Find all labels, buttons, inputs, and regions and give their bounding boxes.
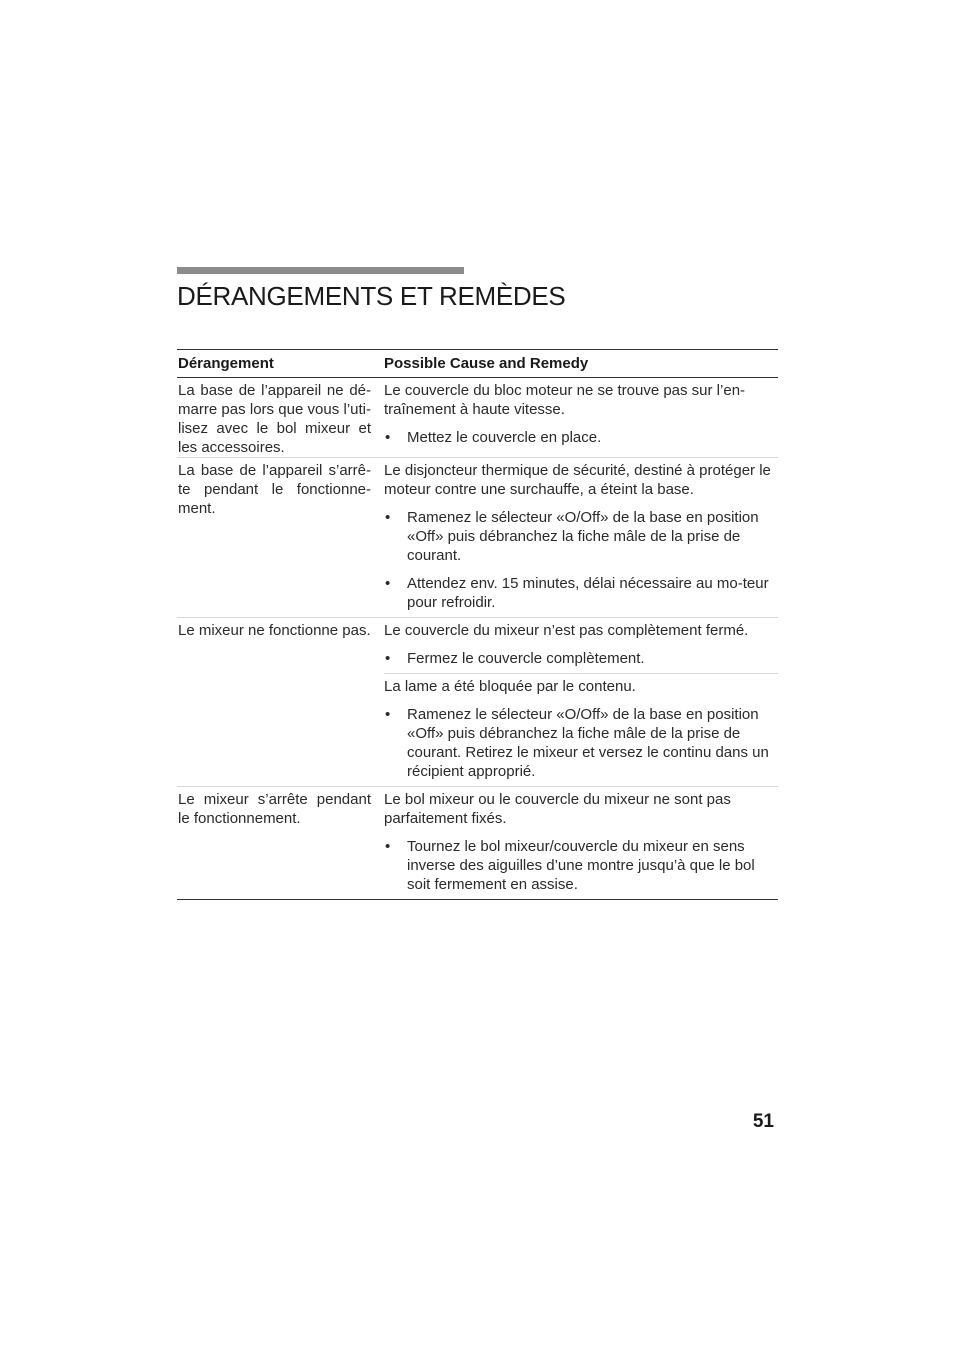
cause-list bbox=[384, 458, 778, 617]
table-row bbox=[177, 618, 778, 787]
table-row bbox=[177, 787, 778, 899]
cause-list bbox=[384, 378, 778, 457]
remedy-item bbox=[384, 508, 778, 565]
fault-description: Le mixeur s’arrête pendant le fonctionnement. bbox=[178, 791, 371, 827]
remedy-item bbox=[384, 837, 778, 894]
cause-list bbox=[384, 618, 778, 786]
fault-description: Le mixeur ne fonctionne pas. bbox=[178, 622, 371, 639]
header-fault: Dérangement bbox=[178, 355, 274, 372]
cause-block bbox=[384, 618, 778, 674]
remedy-text: Fermez le couvercle complètement. bbox=[407, 650, 645, 667]
bullet-icon: • bbox=[385, 838, 391, 855]
fault-description: La base de l’appareil ne dé-marre pas lors que vous l’uti-lisez avec le bol mixeur et les accessoires. bbox=[178, 382, 371, 456]
bullet-icon: • bbox=[385, 650, 391, 667]
remedy-text: Ramenez le sélecteur «O/Off» de la base en position «Off» puis débranchez la fiche mâle de la prise de courant. bbox=[407, 509, 759, 564]
page-number: 51 bbox=[752, 1111, 774, 1132]
table-row bbox=[177, 378, 778, 458]
fault-description: La base de l’appareil s’arrê-te pendant le fonctionne-ment. bbox=[178, 462, 371, 517]
header-cause-remedy: Possible Cause and Remedy bbox=[384, 355, 589, 372]
troubleshooting-table bbox=[177, 349, 778, 900]
remedy-item bbox=[384, 574, 778, 612]
cause-text: Le disjoncteur thermique de sécurité, destiné à protéger le moteur contre une surchauffe, a éteint la base. bbox=[384, 462, 771, 498]
cause-text: La lame a été bloquée par le contenu. bbox=[384, 678, 636, 695]
cause-text: Le bol mixeur ou le couvercle du mixeur ne sont pas parfaitement fixés. bbox=[384, 791, 731, 827]
cause-text: Le couvercle du bloc moteur ne se trouve pas sur l’en-traînement à haute vitesse. bbox=[384, 382, 746, 418]
cause-block bbox=[384, 674, 778, 786]
bullet-icon: • bbox=[385, 706, 391, 723]
cause-block bbox=[384, 458, 778, 617]
bullet-icon: • bbox=[385, 429, 391, 446]
bullet-icon: • bbox=[385, 509, 391, 526]
remedy-item bbox=[384, 428, 778, 447]
remedy-text: Attendez env. 15 minutes, délai nécessaire au mo-teur pour refroidir. bbox=[407, 575, 769, 611]
cause-list bbox=[384, 787, 778, 899]
bullet-icon: • bbox=[385, 575, 391, 592]
title-decor-bar bbox=[177, 267, 464, 274]
remedy-item bbox=[384, 649, 778, 668]
cause-block bbox=[384, 787, 778, 899]
page-title: DÉRANGEMENTS ET REMÈDES bbox=[177, 281, 566, 311]
remedy-item bbox=[384, 705, 778, 781]
remedy-text: Mettez le couvercle en place. bbox=[407, 429, 602, 446]
table-header bbox=[177, 350, 778, 378]
remedy-text: Tournez le bol mixeur/couvercle du mixeur en sens inverse des aiguilles d’une montre jusqu’à que le bol soit fermement en assise. bbox=[407, 838, 755, 893]
cause-text: Le couvercle du mixeur n’est pas complètement fermé. bbox=[384, 622, 749, 639]
table-row bbox=[177, 458, 778, 618]
remedy-text: Ramenez le sélecteur «O/Off» de la base en position «Off» puis débranchez la fiche mâle de la prise de courant. Retirez le mixeur et versez le continu dans un récipient approprié. bbox=[407, 706, 769, 780]
cause-block bbox=[384, 378, 778, 452]
